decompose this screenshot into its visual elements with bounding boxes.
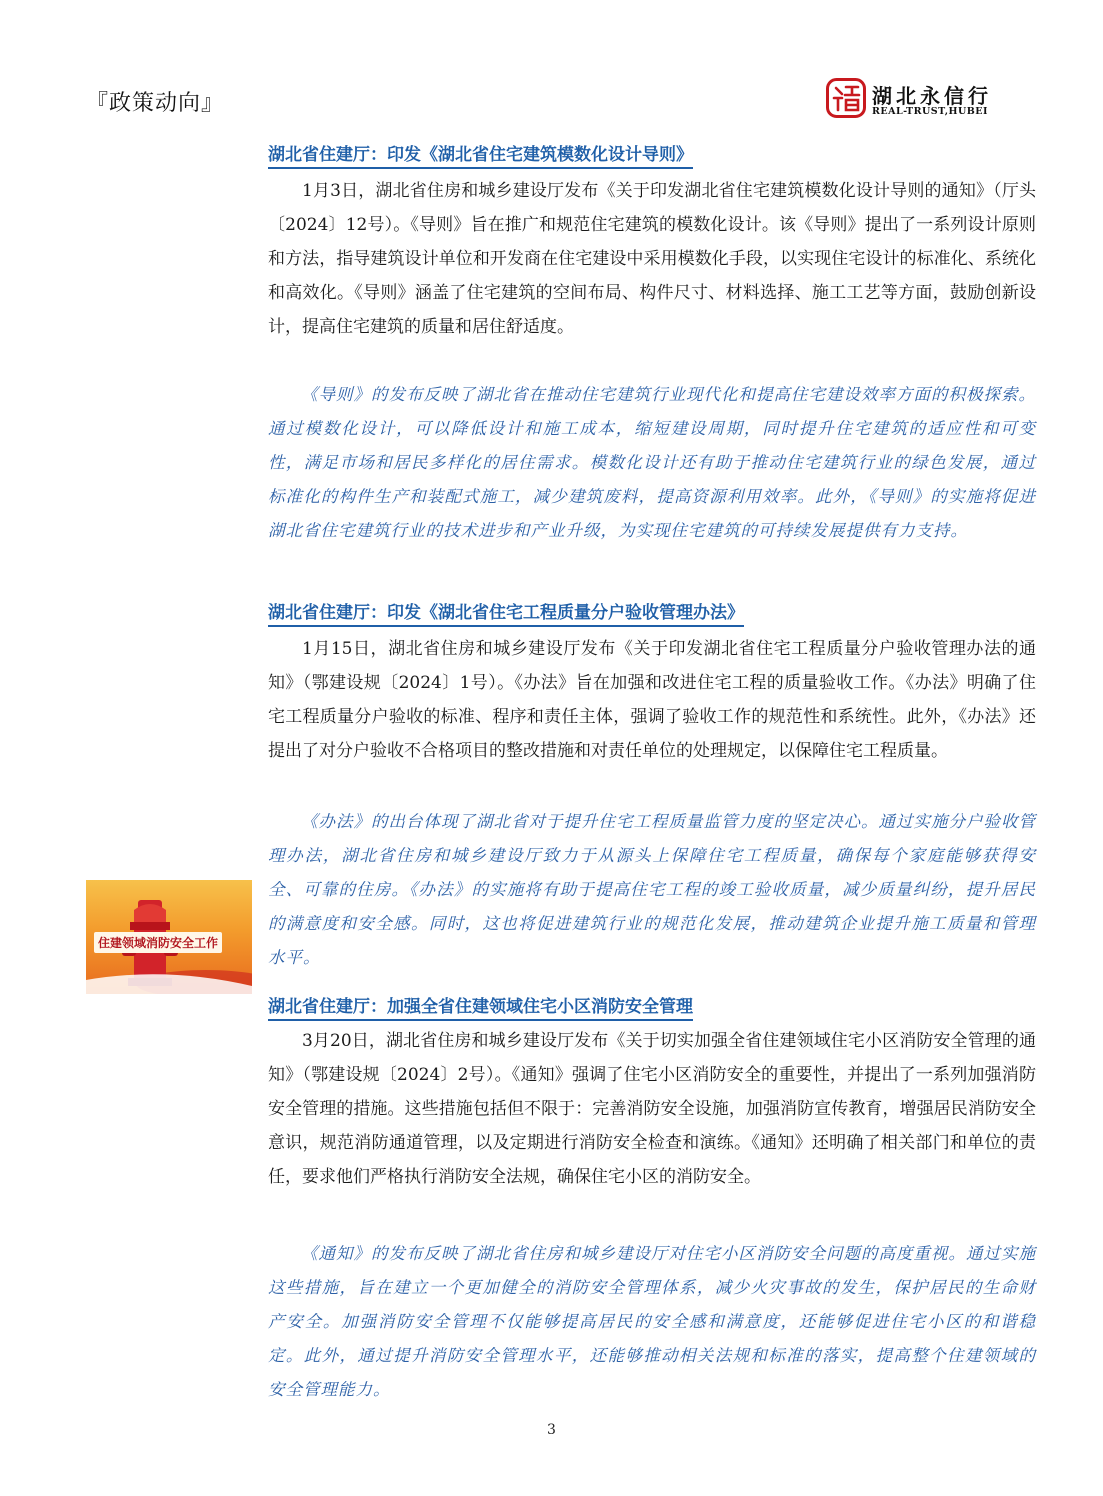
fire-safety-image-caption: 住建领域消防安全工作: [94, 932, 222, 953]
article-2-title: 湖北省住建厅：印发《湖北省住宅工程质量分户验收管理办法》: [268, 598, 744, 627]
article-1-commentary: 《导则》的发布反映了湖北省在推动住宅建筑行业现代化和提高住宅建设效率方面的积极探索。通过模数化设计，可以降低设计和施工成本，缩短建设周期，同时提升住宅建筑的适应性和可变性，满足市场和居民多样化的居住需求。模数化设计还有助于推动住宅建筑行业的绿色发展，通过标准化的构件生产和装配式施工，减少建筑废料，提高资源利用效率。此外，《导则》的实施将促进湖北省住宅建筑行业的技术进步和产业升级，为实现住宅建筑的可持续发展提供有力支持。: [268, 385, 1036, 540]
logo-chinese-name: 湖北永信行: [872, 84, 992, 108]
fire-safety-image: [86, 880, 252, 994]
article-1-body: 1月3日，湖北省住房和城乡建设厅发布《关于印发湖北省住宅建筑模数化设计导则的通知》（厅头〔2024〕12号）。《导则》旨在推广和规范住宅建筑的模数化设计。该《导则》提出了一系列设计原则和方法，指导建筑设计单位和开发商在住宅建设中采用模数化手段，以实现住宅设计的标准化、系统化和高效化。《导则》涵盖了住宅建筑的空间布局、构件尺寸、材料选择、施工工艺等方面，鼓励创新设计，提高住宅建筑的质量和居住舒适度。: [268, 181, 1036, 337]
article-3-title: 湖北省住建厅：加强全省住建领域住宅小区消防安全管理: [268, 992, 693, 1021]
article-1-title: 湖北省住建厅：印发《湖北省住宅建筑模数化设计导则》: [268, 140, 693, 169]
page-number: 3: [547, 1422, 556, 1438]
article-3-commentary: 《通知》的发布反映了湖北省住房和城乡建设厅对住宅小区消防安全问题的高度重视。通过实施这些措施，旨在建立一个更加健全的消防安全管理体系，减少火灾事故的发生，保护居民的生命财产安全。加强消防安全管理不仅能够提高居民的安全感和满意度，还能够促进住宅小区的和谐稳定。此外，通过提升消防安全管理水平，还能够推动相关法规和标准的落实，提高整个住建领域的安全管理能力。: [268, 1244, 1036, 1399]
company-logo: [826, 78, 1026, 122]
section-label: 『政策动向』: [86, 91, 225, 116]
article-3-body: 3月20日，湖北省住房和城乡建设厅发布《关于切实加强全省住建领域住宅小区消防安全管理的通知》（鄂建设规〔2024〕2号）。《通知》强调了住宅小区消防安全的重要性，并提出了一系列加强消防安全管理的措施。这些措施包括但不限于：完善消防安全设施，加强消防宣传教育，增强居民消防安全意识，规范消防通道管理，以及定期进行消防安全检查和演练。《通知》还明确了相关部门和单位的责任，要求他们严格执行消防安全法规，确保住宅小区的消防安全。: [268, 1031, 1036, 1187]
logo-mark-icon: [826, 78, 866, 118]
logo-english-name: REAL-TRUST,HUBEI: [872, 106, 988, 117]
article-2-commentary: 《办法》的出台体现了湖北省对于提升住宅工程质量监管力度的坚定决心。通过实施分户验收管理办法，湖北省住房和城乡建设厅致力于从源头上保障住宅工程质量，确保每个家庭能够获得安全、可靠的住房。《办法》的实施将有助于提高住宅工程的竣工验收质量，减少质量纠纷，提升居民的满意度和安全感。同时，这也将促进建筑行业的规范化发展，推动建筑企业提升施工质量和管理水平。: [268, 812, 1036, 967]
article-2-body: 1月15日，湖北省住房和城乡建设厅发布《关于印发湖北省住宅工程质量分户验收管理办法的通知》（鄂建设规〔2024〕1号）。《办法》旨在加强和改进住宅工程的质量验收工作。《办法》明确了住宅工程质量分户验收的标准、程序和责任主体，强调了验收工作的规范性和系统性。此外，《办法》还提出了对分户验收不合格项目的整改措施和对责任单位的处理规定，以保障住宅工程质量。: [268, 639, 1036, 761]
